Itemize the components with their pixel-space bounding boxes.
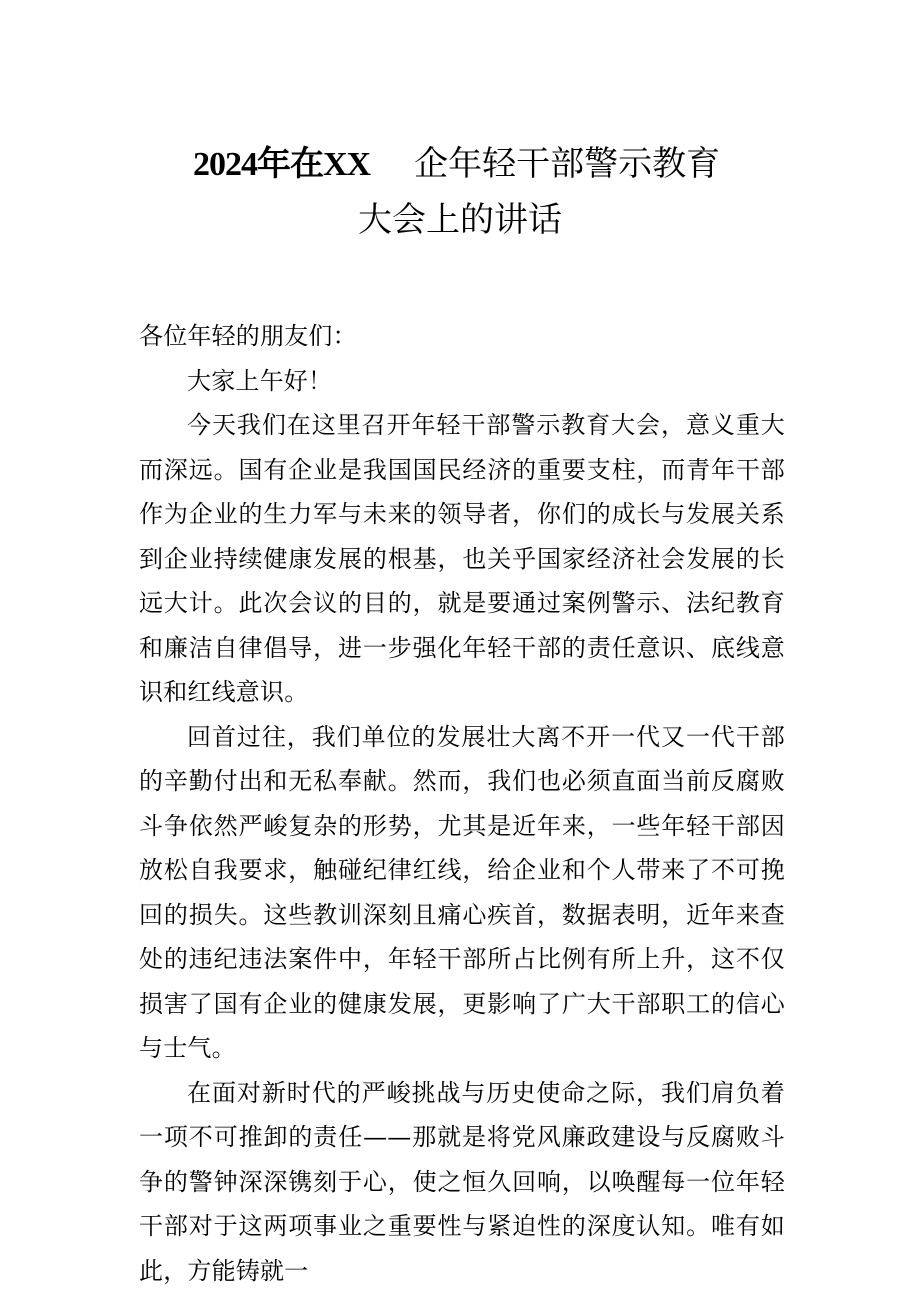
greeting-paragraph: 大家上午好！ [187, 366, 333, 395]
salutation: 各位年轻的朋友们： [139, 322, 357, 350]
document-title-suffix: 企年轻干部警示教育 [414, 144, 721, 184]
body-paragraph: 回首过往，我们单位的发展壮大离不开一代又一代干部的辛勤付出和无私奉献。然而，我们也必须直面当前反腐败斗争依然严峻复杂的形势，尤其是近年来，一些年轻干部因放松自我要求，触碰纪律红线，给企业和个人带来了不可挽回的损失。这些教训深刻且痛心疾首，数据表明，近年来查处的违纪违法案件中，年轻干部所占比例有所上升，这不仅损害了国有企业的健康发展，更影响了广大干部职工的信心与士气。 [139, 722, 785, 1062]
document-title-line1 [193, 142, 720, 186]
document-title-line2: 大会上的讲话 [358, 200, 562, 240]
body-paragraph: 在面对新时代的严峻挑战与历史使命之际，我们肩负着一项不可推卸的责任——那就是将党风廉政建设与反腐败斗争的警钟深深镌刻于心，使之恒久回响，以唤醒每一位年轻干部对于这两项事业之重要性与紧迫性的深度认知。唯有如此，方能铸就一 [139, 1078, 785, 1285]
body-paragraph: 今天我们在这里召开年轻干部警示教育大会，意义重大而深远。国有企业是我国国民经济的重要支柱，而青年干部作为企业的生力军与未来的领导者，你们的成长与发展关系到企业持续健康发展的根基，也关乎国家经济社会发展的长远大计。此次会议的目的，就是要通过案例警示、法纪教育和廉洁自律倡导，进一步强化年轻干部的责任意识、底线意识和红线意识。 [139, 411, 785, 706]
document-title-prefix: 2024年在XX [193, 146, 371, 183]
document-body [139, 314, 785, 1293]
